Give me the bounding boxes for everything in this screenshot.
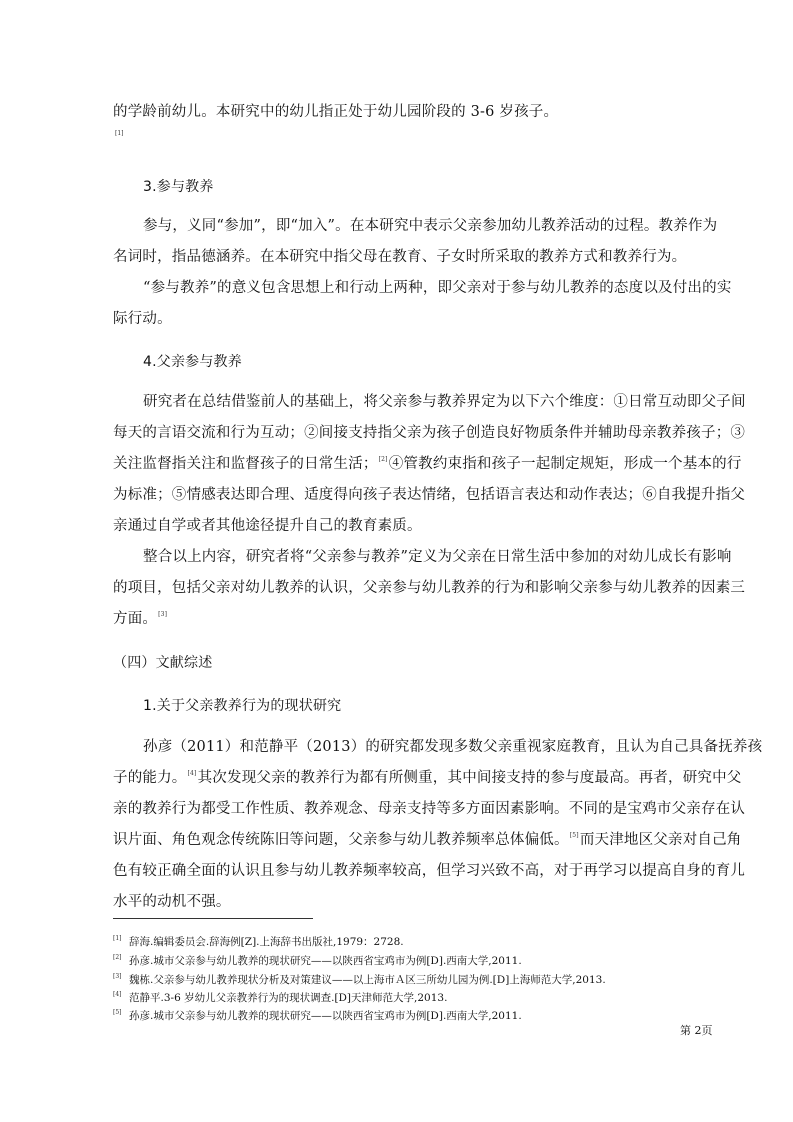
text-run: 方面。 [113,611,158,627]
paragraph-line: “参与教养”的意义包含思想上和行动上两种，即父亲对于参与幼儿教养的态度以及付出的实 [143,280,732,296]
paragraph-line [113,452,742,473]
paragraph-line: 孙彦（2011）和范静平（2013）的研究都发现多数父亲重视家庭教育，且认为自己具备抚养孩 [143,739,763,755]
footnote-ref: [4] [187,770,197,777]
footnote-text: 辞海.编辑委员会.辞海例[Z].上海辞书出版社,1979：2728. [129,936,404,948]
text-run: 子的能力。 [113,770,187,786]
footnote-ref: [3] [158,611,168,618]
footnote-divider [113,918,313,919]
footnote-mark: [4] [113,991,122,998]
footnote-item [113,934,404,949]
paragraph-line: 研究者在总结借鉴前人的基础上，将父亲参与教养界定为以下六个维度：①日常互动即父子间 [143,394,746,410]
footnote-item [113,990,447,1005]
paragraph-line [113,607,168,628]
text-run: 其次发现父亲的教养行为都有所侧重，其中间接支持的参与度最高。再者，研究中父 [197,770,742,786]
footnote-mark: [5] [113,1009,122,1016]
footnote-text: 孙彦.城市父亲参与幼儿教养的现状研究——以陕西省宝鸡市为例[D].西南大学,2011. [129,1010,522,1022]
text-run: 识片面、角色观念传统陈旧等问题，父亲参与幼儿教养频率总体偏低。 [113,832,569,848]
footnote-ref: [2] [378,456,388,463]
paragraph-line: 整合以上内容，研究者将“父亲参与教养”定义为父亲在日常生活中参加的对幼儿成长有影响 [143,549,732,565]
page-number: 第 2页 [680,1024,713,1037]
footnote-text: 范静平.3-6 岁幼儿父亲教养行为的现状调查.[D]天津师范大学,2013. [129,992,448,1004]
paragraph-line [113,828,742,849]
footnote-mark: [3] [113,973,122,980]
paragraph-line: 为标准；⑤情感表达即合理、适度得向孩子表达情绪，包括语言表达和动作表达；⑥自我提升指父 [113,487,746,503]
section-heading-literature-review: （四）文献综述 [113,655,213,671]
heading-current-research: 1.关于父亲教养行为的现状研究 [143,698,342,714]
paragraph-line: 名词时，指品德涵养。在本研究中指父母在教育、子女时所采取的教养方式和教养行为。 [113,249,687,265]
footnote-text: 魏栋.父亲参与幼儿教养现状分析及对策建议——以上海市Ａ区三所幼儿园为例.[D]上海师范大学,2013. [129,974,606,986]
paragraph-line: 色有较正确全面的认识且参与幼儿教养频率较高，但学习兴致不高，对于再学习以提高自身的育儿 [113,863,746,879]
paragraph-line: 的项目，包括父亲对幼儿教养的认识，父亲参与幼儿教养的行为和影响父亲参与幼儿教养的因素三 [113,580,746,596]
paragraph-line: 亲通过自学或者其他途径提升自己的教育素质。 [113,518,422,534]
footnote-mark: [1] [113,935,122,942]
heading-participation-upbringing: 3.参与教养 [143,179,214,195]
paragraph-line: 每天的言语交流和行为互动；②间接支持指父亲为孩子创造良好物质条件并辅助母亲教养孩子；③ [113,425,746,441]
footnote-item [113,953,522,968]
heading-father-participation: 4.父亲参与教养 [143,354,242,370]
paragraph-line: 参与，义同“参加”，即“加入”。在本研究中表示父亲参加幼儿教养活动的过程。教养作为 [143,218,718,234]
footnote-item [113,972,606,987]
footnote-text: 孙彦.城市父亲参与幼儿教养的现状研究——以陕西省宝鸡市为例[D].西南大学,2011. [129,955,522,967]
footnote-mark: [2] [113,954,122,961]
paragraph-line: 际行动。 [113,311,172,327]
paragraph-line [113,766,742,787]
paragraph-line: 的学龄前幼儿。本研究中的幼儿指正处于幼儿园阶段的 3-6 岁孩子。 [113,104,559,120]
paragraph-line: 水平的动机不强。 [113,894,231,910]
footnote-item [113,1008,522,1023]
text-run: ④管教约束指和孩子一起制定规矩，形成一个基本的行 [388,456,742,472]
text-run: 而天津地区父亲对自己角 [579,832,742,848]
footnote-ref: [5] [569,832,579,839]
paragraph-line: 亲的教养行为都受工作性质、教养观念、母亲支持等多方面因素影响。不同的是宝鸡市父亲存在认 [113,801,746,817]
text-run: 关注监督指关注和监督孩子的日常生活； [113,456,378,472]
footnote-ref: [1] [115,130,124,137]
